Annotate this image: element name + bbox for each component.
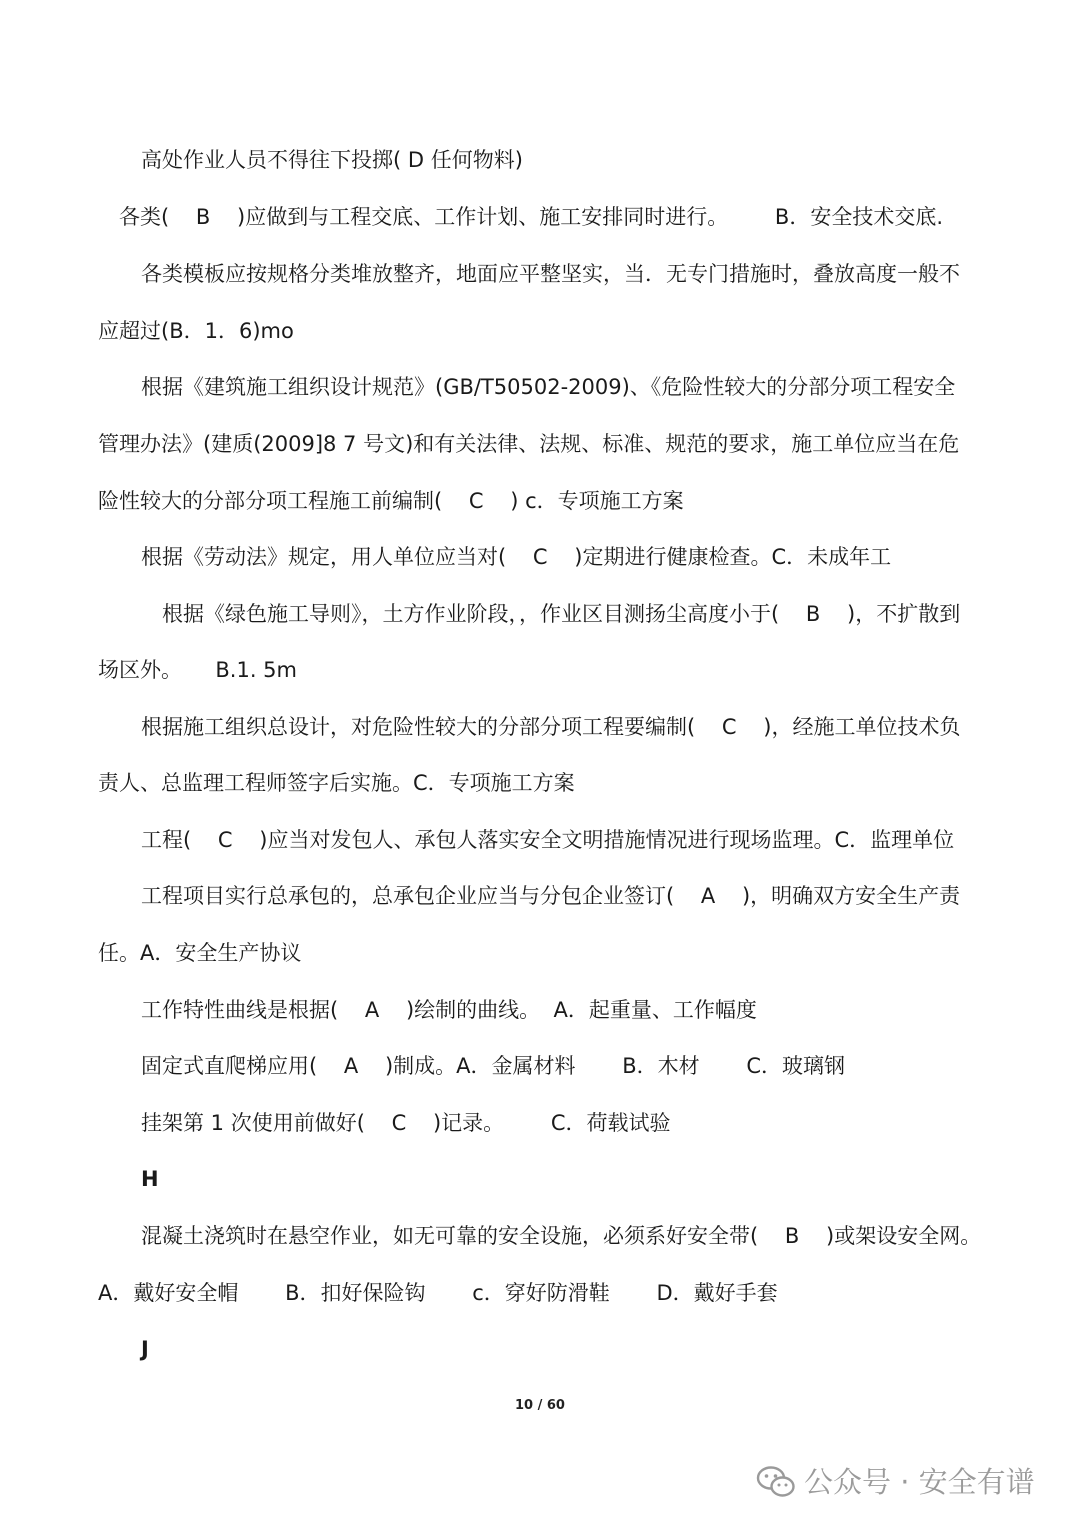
page-number: 10 / 60 <box>515 1398 565 1413</box>
text-line: 固定式直爬梯应用( A )制成。A．金属材料 B．木材 C．玻璃钢 <box>141 1054 846 1078</box>
text-line: 根据《劳动法》规定，用人单位应当对( C )定期进行健康检查。C．未成年工 <box>141 545 892 569</box>
text-line: 场区外。 B.1. 5m <box>98 658 297 682</box>
wechat-icon <box>756 1465 796 1499</box>
text-line: 各类模板应按规格分类堆放整齐，地面应平整坚实，当．无专门措施时，叠放高度一般不 <box>141 262 960 286</box>
text-line: 任。A．安全生产协议 <box>98 941 302 965</box>
text-line: 混凝土浇筑时在悬空作业，如无可靠的安全设施，必须系好安全带( B )或架设安全网。 <box>141 1224 982 1248</box>
text-line: 根据《绿色施工导则》，土方作业阶段，，作业区目测扬尘高度小于( B )，不扩散到 <box>162 602 961 626</box>
text-line: 工程( C )应当对发包人、承包人落实安全文明措施情况进行现场监理。C．监理单位 <box>141 828 955 852</box>
text-line: 管理办法》(建质(2009]8 7 号文)和有关法律、法规、标准、规范的要求，施工单位应当在危 <box>98 432 960 456</box>
text-line: 应超过(B．1．6)mo <box>98 319 294 343</box>
text-line: 高处作业人员不得往下投掷( D 任何物料) <box>141 148 523 172</box>
section-heading: H <box>141 1167 159 1191</box>
text-line: 责人、总监理工程师签字后实施。C．专项施工方案 <box>98 771 575 795</box>
text-line: 工程项目实行总承包的，总承包企业应当与分包企业签订( A )，明确双方安全生产责 <box>141 884 961 908</box>
watermark <box>756 1462 1035 1502</box>
text-line: 根据施工组织总设计，对危险性较大的分部分项工程要编制( C )，经施工单位技术负 <box>141 715 961 739</box>
watermark-text: 公众号 · 安全有谱 <box>804 1465 1035 1499</box>
section-heading: J <box>141 1337 149 1361</box>
text-line: 挂架第 1 次使用前做好( C )记录。 C．荷载试验 <box>141 1111 671 1135</box>
text-line: 工作特性曲线是根据( A )绘制的曲线。 A．起重量、工作幅度 <box>141 998 757 1022</box>
text-line: 根据《建筑施工组织设计规范》(GB/T50502-2009)、《危险性较大的分部分项工程安全 <box>141 375 956 399</box>
text-line: 各类( B )应做到与工程交底、工作计划、施工安排同时进行。 B．安全技术交底. <box>119 205 944 229</box>
text-line: A．戴好安全帽 B．扣好保险钩 c．穿好防滑鞋 D．戴好手套 <box>98 1281 778 1305</box>
text-line: 险性较大的分部分项工程施工前编制( C ) c．专项施工方案 <box>98 489 684 513</box>
